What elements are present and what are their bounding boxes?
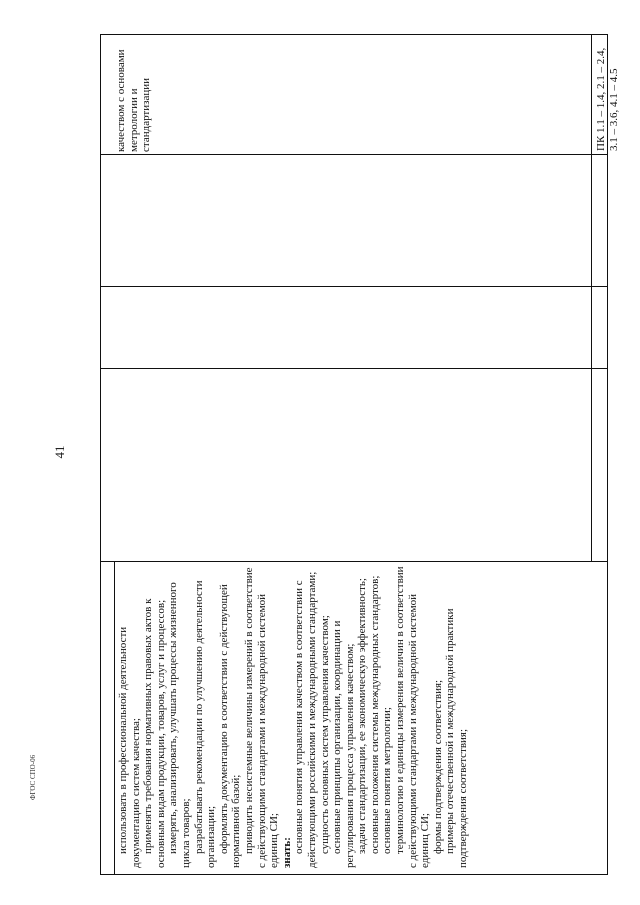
- document-footer: ФГОС СПО-06: [29, 754, 37, 800]
- section-label: знать:: [280, 837, 293, 868]
- skill-item: оформлять документацию в соответствии с действующей нормативной базой;: [217, 584, 243, 868]
- table-row-divider: [114, 562, 115, 874]
- skill-item: основные положения системы международных стандартов;: [368, 575, 381, 854]
- discipline-name-cell: качеством с основами метрологии и стандартизации: [115, 49, 153, 152]
- table-column-divider: [101, 286, 607, 287]
- table-column-divider: [101, 154, 607, 155]
- skill-item: задачи стандартизации, ее экономическую эффективность;: [356, 578, 369, 854]
- curriculum-table: [100, 34, 620, 875]
- table-row-divider: [591, 35, 592, 562]
- skill-item: разрабатывать рекомендации по улучшению деятельности организации;: [192, 580, 218, 868]
- skill-item: основные принципы организации, координации и регулирования процесса управления качеством;: [331, 620, 356, 868]
- skill-item: сущность основных систем управления качеством;: [318, 615, 331, 854]
- skill-item: примеры отечественной и международной практики подтверждения соответствия;: [444, 608, 470, 868]
- page-number: 41: [52, 445, 67, 459]
- skill-item: применять требования нормативных правовых актов к основным видам продукции, товаров, услуг и процессов;: [142, 598, 167, 868]
- skill-item: основные понятия управления качеством в соответствии с действующими российскими и международными стандартами;: [293, 571, 318, 868]
- skills-knowledge-cell: [117, 565, 605, 868]
- table-column-divider: [101, 368, 607, 369]
- skill-item: измерять, анализировать, улучшать процессы жизненного цикла товаров;: [167, 582, 192, 868]
- competences-cell: ПК 1.1 – 1.4, 2.1 – 2.4, 3.1 – 3.6, 4.1 – 4.5: [595, 47, 620, 151]
- skill-item: формы подтверждения соответствия;: [431, 679, 444, 854]
- skill-item: основные понятия метрологии;: [381, 707, 394, 854]
- skill-item: приводить несистемные величины измерений в соответствие с действующими стандартами и международной системой единиц СИ;: [242, 567, 281, 868]
- skill-item: использовать в профессиональной деятельности документацию систем качества;: [117, 626, 142, 868]
- rotated-table-wrapper: [100, 34, 620, 875]
- skill-item: терминологию и единицы измерения величин в соответствии с действующими стандартами и международной системой единиц СИ;: [394, 566, 432, 868]
- table-column-divider: [101, 561, 607, 562]
